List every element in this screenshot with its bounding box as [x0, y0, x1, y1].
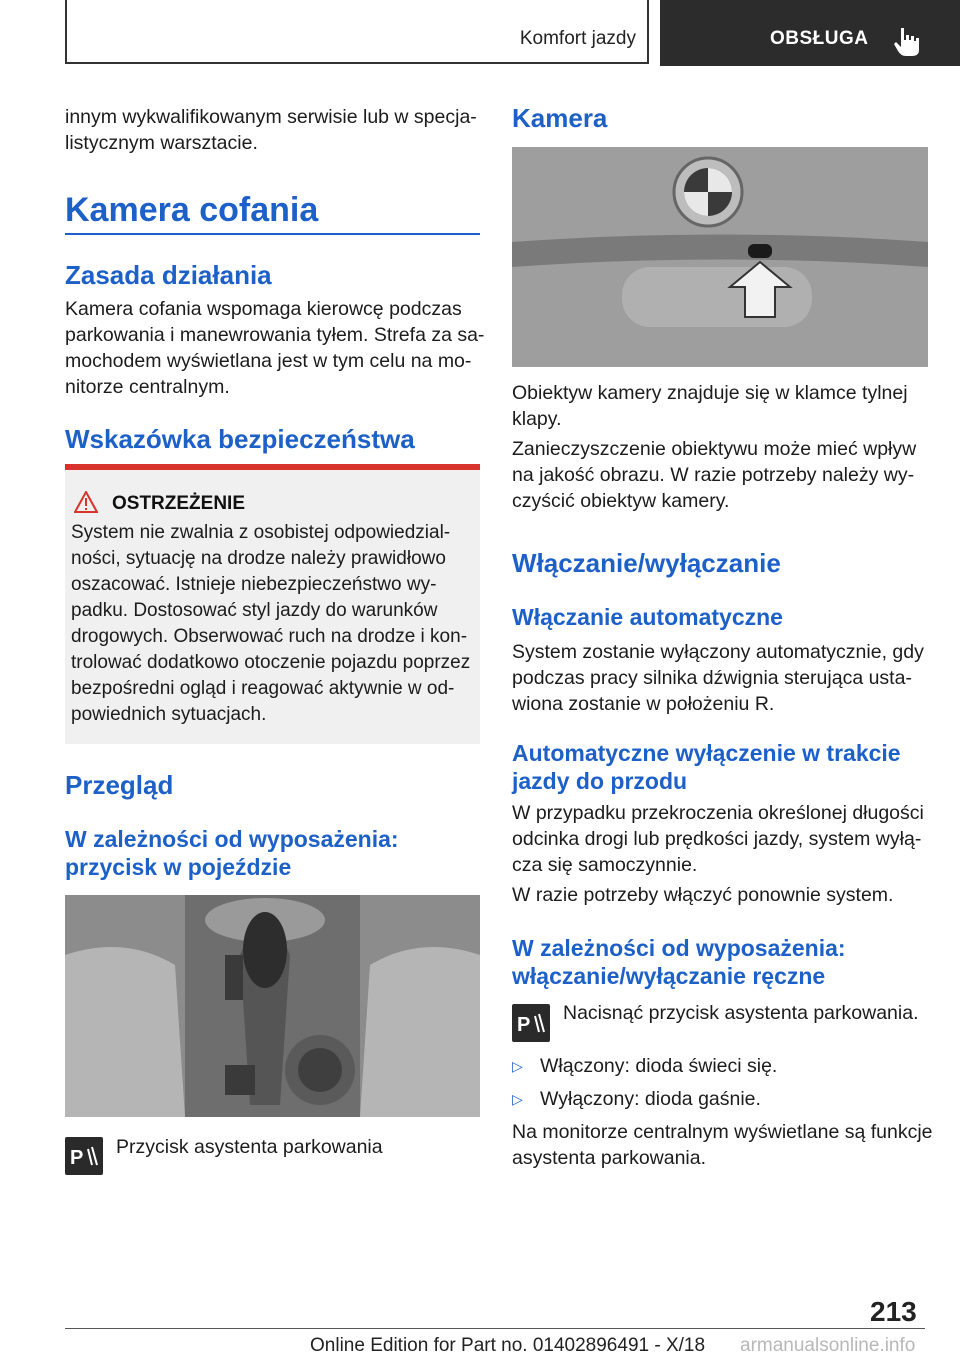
parking-sensor-icon: [512, 1004, 550, 1042]
text-line: cza się samoczynnie.: [512, 854, 698, 876]
text-line: na jakość obrazu. W razie potrzeby należy wy-: [512, 464, 915, 486]
svg-text:P: P: [517, 1014, 531, 1036]
camera-paragraph-1: [512, 380, 908, 432]
center-console-image: [65, 895, 480, 1117]
parking-sensor-icon: [65, 1137, 103, 1175]
text-line: System zostanie wyłączony automatycznie, gdy: [512, 641, 924, 663]
text-line: ności, sytuację na drodze należy prawidłowo: [71, 548, 446, 569]
text-line: W zależności od wyposażenia:: [65, 826, 399, 852]
auto-on-paragraph: [512, 639, 924, 717]
heading-onoff: Włączanie/wyłączanie: [512, 548, 781, 578]
text-line: wiona zostanie w położeniu R.: [512, 693, 775, 715]
parking-assistant-button-icon-2: [512, 1004, 550, 1042]
bullet-item: Wyłączony: dioda gaśnie.: [540, 1088, 761, 1110]
principle-paragraph: [65, 296, 484, 400]
text-line: przycisk w pojeździe: [65, 854, 292, 880]
footer-rule: [65, 1328, 925, 1329]
text-line: powiednich sytuacjach.: [71, 704, 267, 725]
text-line: parkowania i manewrowania tyłem. Strefa za sa-: [65, 324, 485, 346]
bullet-triangle-icon: ▷: [512, 1091, 523, 1107]
warning-title: OSTRZEŻENIE: [112, 493, 246, 514]
text-line: W zależności od wyposażenia:: [512, 935, 846, 961]
heading-overview: Przegląd: [65, 770, 174, 800]
bullet-item: Włączony: dioda świeci się.: [540, 1055, 778, 1077]
footer-edition: Online Edition for Part no. 01402896491 - X/18: [310, 1335, 706, 1356]
text-line: Obiektyw kamery znajduje się w klamce tylnej: [512, 382, 908, 404]
text-line: czyścić obiektyw kamery.: [512, 490, 730, 512]
watermark: armanualsonline.info: [740, 1335, 916, 1356]
final-paragraph: [512, 1119, 933, 1171]
heading-auto-off: [512, 739, 901, 795]
text-line: Na monitorze centralnym wyświetlane są funkcje: [512, 1121, 933, 1143]
pointing-hand-icon: [892, 26, 922, 58]
text-line: System nie zwalnia z osobistej odpowiedzial-: [71, 522, 451, 543]
manual-instruction: Nacisnąć przycisk asystenta parkowania.: [563, 1002, 919, 1024]
text-line: Automatyczne wyłączenie w trakcie: [512, 740, 901, 766]
text-line: listycznym warsztacie.: [65, 132, 258, 154]
text-line: odcinka drogi lub prędkości jazdy, system wyłą-: [512, 828, 922, 850]
text-line: klapy.: [512, 408, 562, 430]
heading-principle: Zasada działania: [65, 260, 272, 290]
text-line: podczas pracy silnika dźwignia sterująca usta-: [512, 667, 912, 689]
button-caption: Przycisk asystenta parkowania: [116, 1136, 383, 1158]
heading-button: [65, 825, 399, 881]
warning-paragraph: [71, 520, 470, 728]
text-line: włączanie/wyłączanie ręczne: [512, 963, 826, 989]
warning-triangle-icon: [74, 491, 98, 513]
text-line: mochodem wyświetlana jest w tym celu na mo-: [65, 350, 472, 372]
rear-camera-image: [512, 147, 928, 367]
parking-assistant-button-icon: [65, 1137, 103, 1175]
heading-manual: [512, 934, 846, 990]
page-title: Kamera cofania: [65, 191, 319, 229]
page-number: 213: [870, 1296, 917, 1327]
heading-camera: Kamera: [512, 103, 608, 133]
auto-off-paragraph: [512, 800, 924, 878]
title-rule: [65, 233, 480, 235]
text-line: trolować dodatkowo otoczenie pojazdu poprzez: [71, 652, 471, 673]
text-line: innym wykwalifikowanym serwisie lub w specja-: [65, 106, 477, 128]
text-line: padku. Dostosować styl jazdy do warunków: [71, 600, 438, 621]
heading-auto-on: Włączanie automatyczne: [512, 604, 783, 630]
camera-paragraph-2: [512, 436, 916, 514]
heading-safety: Wskazówka bezpieczeństwa: [65, 424, 415, 454]
text-line: nitorze centralnym.: [65, 376, 230, 398]
bullet-triangle-icon: ▷: [512, 1058, 523, 1074]
text-line: Zanieczyszczenie obiektywu może mieć wpływ: [512, 438, 917, 460]
text-line: drogowych. Obserwować ruch na drodze i kon-: [71, 626, 468, 647]
text-line: Kamera cofania wspomaga kierowcę podczas: [65, 298, 462, 320]
text-line: bezpośredni ogląd i reagować aktywnie w od-: [71, 678, 455, 699]
text-line: W przypadku przekroczenia określonej długości: [512, 802, 924, 824]
header-section-title: Komfort jazdy: [519, 28, 636, 49]
text-line: asystenta parkowania.: [512, 1147, 707, 1169]
text-line: jazdy do przodu: [512, 768, 688, 794]
text-line: oszacować. Istnieje niebezpieczeństwo wy-: [71, 574, 437, 595]
header-tab-label: OBSŁUGA: [770, 28, 869, 49]
svg-text:P: P: [70, 1147, 84, 1169]
intro-paragraph: [65, 104, 477, 156]
auto-off-paragraph-2: W razie potrzeby włączyć ponownie system.: [512, 884, 894, 906]
